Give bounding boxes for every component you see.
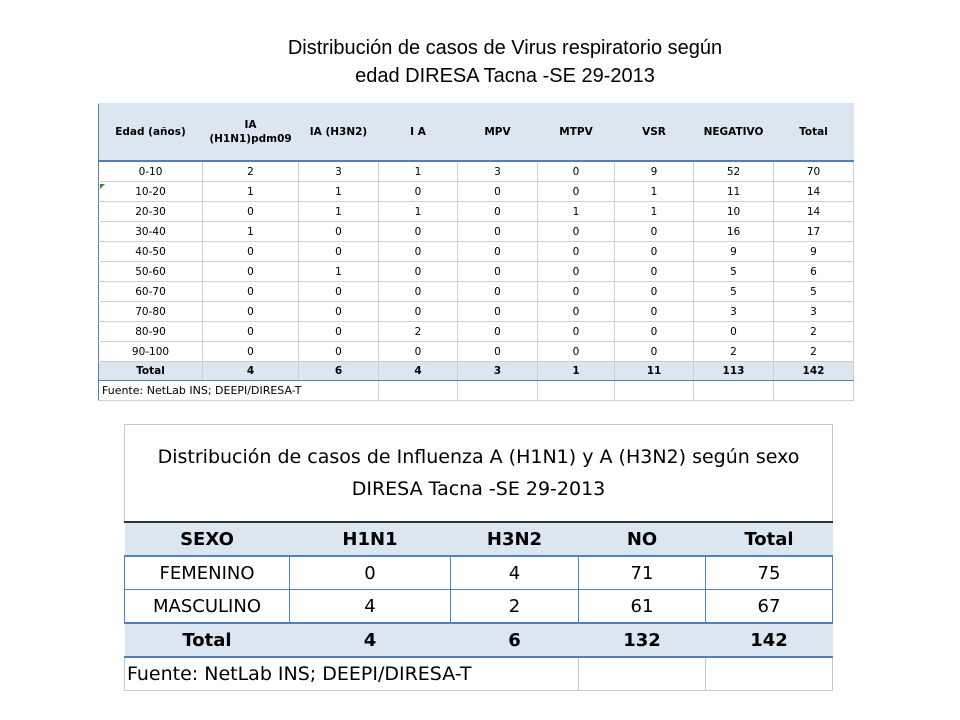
count-cell: 0 — [203, 242, 299, 262]
count-cell: 0 — [203, 302, 299, 322]
count-cell: 3 — [694, 302, 774, 322]
count-cell: 14 — [774, 202, 854, 222]
count-cell: 0 — [203, 322, 299, 342]
count-cell: 52 — [694, 161, 774, 182]
count-cell: 2 — [774, 322, 854, 342]
total-cell: 142 — [774, 362, 854, 381]
sex-table-title-line-2: DIRESA Tacna -SE 29-2013 — [351, 478, 606, 500]
age-group-cell: 10-20 — [99, 182, 203, 202]
count-cell: 0 — [538, 222, 615, 242]
count-cell: 0 — [615, 342, 694, 362]
count-cell: 0 — [458, 302, 538, 322]
total-cell: Total — [99, 362, 203, 381]
age-table-source-row — [99, 381, 854, 401]
count-cell: 5 — [694, 282, 774, 302]
empty-cell — [379, 381, 458, 401]
count-cell: 0 — [615, 302, 694, 322]
count-cell: 0 — [538, 322, 615, 342]
count-cell: 0 — [458, 202, 538, 222]
table-row — [99, 302, 854, 322]
count-cell: 1 — [615, 182, 694, 202]
sex-table-header-cell: H3N2 — [451, 522, 579, 556]
age-group-cell: 50-60 — [99, 262, 203, 282]
count-cell: 9 — [615, 161, 694, 182]
count-cell: 0 — [379, 182, 458, 202]
age-group-cell: 80-90 — [99, 322, 203, 342]
age-table-header-cell: IA (H3N2) — [299, 104, 379, 162]
count-cell: 3 — [458, 161, 538, 182]
age-table-header-cell: Edad (años) — [99, 104, 203, 162]
sex-table-header-row — [125, 522, 833, 556]
sex-table-header-cell: SEXO — [125, 522, 290, 556]
empty-cell — [538, 381, 615, 401]
age-table-header-cell: IA (H1N1)pdm09 — [203, 104, 299, 162]
count-cell: 0 — [379, 342, 458, 362]
count-cell: 3 — [299, 161, 379, 182]
count-cell: 75 — [706, 556, 833, 590]
empty-cell — [706, 657, 833, 691]
count-cell: 0 — [538, 182, 615, 202]
sex-table-title-line-1: Distribución de casos de Influenza A (H1N1) y A (H3N2) según sexo — [157, 446, 800, 468]
count-cell: 1 — [615, 202, 694, 222]
count-cell: 0 — [379, 222, 458, 242]
slide-title-line-1: Distribución de casos de Virus respiratorio según — [287, 37, 723, 59]
total-cell: 3 — [458, 362, 538, 381]
slide-title — [200, 34, 810, 90]
count-cell: 5 — [694, 262, 774, 282]
age-table-total-row — [99, 362, 854, 381]
sex-distribution-table — [124, 424, 833, 691]
total-cell: 142 — [706, 623, 833, 657]
count-cell: 0 — [379, 302, 458, 322]
slide-title-line-2: edad DIRESA Tacna -SE 29-2013 — [355, 65, 655, 87]
table-row — [99, 182, 854, 202]
count-cell: 0 — [203, 282, 299, 302]
age-table-header-cell: NEGATIVO — [694, 104, 774, 162]
count-cell: 2 — [694, 342, 774, 362]
count-cell: 0 — [379, 262, 458, 282]
count-cell: 0 — [379, 282, 458, 302]
age-table-header-row — [99, 104, 854, 162]
table-row — [99, 202, 854, 222]
count-cell: 1 — [299, 182, 379, 202]
sex-cell: FEMENINO — [125, 556, 290, 590]
sex-table-source-row — [125, 657, 833, 691]
age-group-cell: 40-50 — [99, 242, 203, 262]
count-cell: 0 — [615, 242, 694, 262]
table-row — [99, 262, 854, 282]
count-cell: 2 — [774, 342, 854, 362]
count-cell: 0 — [538, 282, 615, 302]
age-table-header-cell: I A — [379, 104, 458, 162]
count-cell: 0 — [458, 222, 538, 242]
count-cell: 0 — [299, 242, 379, 262]
count-cell: 1 — [379, 161, 458, 182]
table-row — [125, 556, 833, 590]
count-cell: 61 — [579, 590, 706, 624]
age-group-cell: 60-70 — [99, 282, 203, 302]
count-cell: 0 — [538, 242, 615, 262]
count-cell: 0 — [203, 202, 299, 222]
age-group-cell: 30-40 — [99, 222, 203, 242]
count-cell: 1 — [203, 182, 299, 202]
age-table-header-cell: Total — [774, 104, 854, 162]
count-cell: 0 — [299, 322, 379, 342]
count-cell: 67 — [706, 590, 833, 624]
table-row — [99, 342, 854, 362]
table-row — [99, 161, 854, 182]
empty-cell — [579, 657, 706, 691]
age-group-cell: 0-10 — [99, 161, 203, 182]
empty-cell — [774, 381, 854, 401]
total-cell: 132 — [579, 623, 706, 657]
count-cell: 6 — [774, 262, 854, 282]
count-cell: 0 — [538, 342, 615, 362]
age-table-header-cell: MPV — [458, 104, 538, 162]
count-cell: 11 — [694, 182, 774, 202]
sex-table-total-row — [125, 623, 833, 657]
count-cell: 9 — [774, 242, 854, 262]
total-cell: 1 — [538, 362, 615, 381]
table-row — [125, 590, 833, 624]
count-cell: 0 — [203, 262, 299, 282]
total-cell: 113 — [694, 362, 774, 381]
count-cell: 0 — [615, 262, 694, 282]
sex-cell: MASCULINO — [125, 590, 290, 624]
count-cell: 0 — [379, 242, 458, 262]
age-group-cell: 20-30 — [99, 202, 203, 222]
count-cell: 1 — [379, 202, 458, 222]
empty-cell — [694, 381, 774, 401]
table-row — [99, 322, 854, 342]
total-cell: Total — [125, 623, 290, 657]
sex-distribution-block — [124, 424, 832, 686]
count-cell: 14 — [774, 182, 854, 202]
count-cell: 1 — [299, 262, 379, 282]
count-cell: 0 — [538, 161, 615, 182]
age-table-header-cell: VSR — [615, 104, 694, 162]
count-cell: 0 — [458, 322, 538, 342]
count-cell: 70 — [774, 161, 854, 182]
count-cell: 0 — [694, 322, 774, 342]
source-note: Fuente: NetLab INS; DEEPI/DIRESA-T — [125, 657, 579, 691]
count-cell: 2 — [379, 322, 458, 342]
total-cell: 4 — [290, 623, 451, 657]
count-cell: 0 — [299, 342, 379, 362]
count-cell: 0 — [299, 282, 379, 302]
sex-table-title — [125, 425, 833, 523]
age-group-cell: 90-100 — [99, 342, 203, 362]
age-group-cell: 70-80 — [99, 302, 203, 322]
table-row — [99, 282, 854, 302]
count-cell: 0 — [615, 222, 694, 242]
sex-table-header-cell: Total — [706, 522, 833, 556]
table-row — [99, 222, 854, 242]
count-cell: 4 — [451, 556, 579, 590]
count-cell: 5 — [774, 282, 854, 302]
count-cell: 17 — [774, 222, 854, 242]
count-cell: 0 — [458, 282, 538, 302]
sex-table-header-cell: H1N1 — [290, 522, 451, 556]
count-cell: 1 — [299, 202, 379, 222]
count-cell: 3 — [774, 302, 854, 322]
count-cell: 0 — [615, 282, 694, 302]
total-cell: 6 — [451, 623, 579, 657]
total-cell: 6 — [299, 362, 379, 381]
sex-table-title-row — [125, 425, 833, 523]
count-cell: 0 — [299, 302, 379, 322]
count-cell: 10 — [694, 202, 774, 222]
table-row — [99, 242, 854, 262]
count-cell: 0 — [290, 556, 451, 590]
source-note: Fuente: NetLab INS; DEEPI/DIRESA-T — [99, 381, 379, 401]
count-cell: 1 — [538, 202, 615, 222]
count-cell: 0 — [615, 322, 694, 342]
total-cell: 4 — [203, 362, 299, 381]
count-cell: 0 — [299, 222, 379, 242]
count-cell: 0 — [538, 302, 615, 322]
age-distribution-table — [98, 103, 854, 401]
count-cell: 2 — [203, 161, 299, 182]
sex-table-header-cell: NO — [579, 522, 706, 556]
count-cell: 9 — [694, 242, 774, 262]
count-cell: 0 — [458, 182, 538, 202]
count-cell: 71 — [579, 556, 706, 590]
empty-cell — [615, 381, 694, 401]
count-cell: 0 — [458, 262, 538, 282]
count-cell: 0 — [203, 342, 299, 362]
count-cell: 0 — [458, 242, 538, 262]
count-cell: 4 — [290, 590, 451, 624]
count-cell: 16 — [694, 222, 774, 242]
count-cell: 1 — [203, 222, 299, 242]
cell-comment-marker — [100, 184, 105, 189]
empty-cell — [458, 381, 538, 401]
count-cell: 0 — [458, 342, 538, 362]
total-cell: 11 — [615, 362, 694, 381]
count-cell: 0 — [538, 262, 615, 282]
total-cell: 4 — [379, 362, 458, 381]
age-table-header-cell: MTPV — [538, 104, 615, 162]
count-cell: 2 — [451, 590, 579, 624]
